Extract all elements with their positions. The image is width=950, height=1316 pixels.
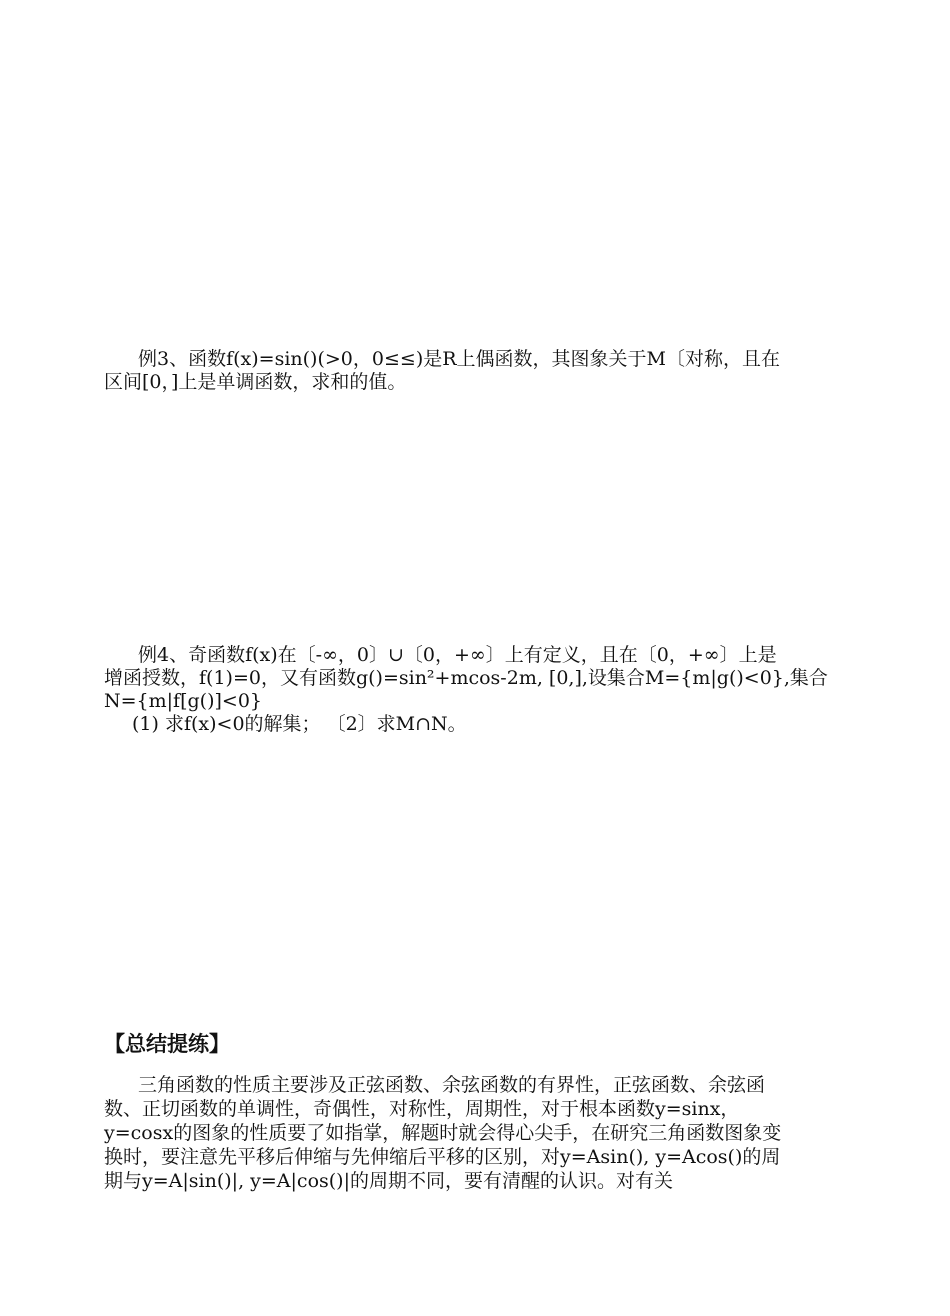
summary-line-2: 数、正切函数的单调性，奇偶性，对称性，周期性，对于根本函数y=sinx， xyxy=(104,1098,740,1120)
example-4-line-3: N={m|f[g()]<0} xyxy=(104,690,262,712)
summary-line-5: 期与y=A|sin()|, y=A|cos()|的周期不同，要有清醒的认识。对有关 xyxy=(104,1170,673,1192)
example-3 xyxy=(104,348,844,394)
summary-heading: 【总结提练】 xyxy=(104,1032,230,1056)
summary-line-3: y=cosx的图象的性质要了如指掌，解题时就会得心尖手，在研究三角函数图象变 xyxy=(104,1122,782,1144)
example-4 xyxy=(104,644,844,736)
example-3-line-1: 例3、函数f(x)=sin()(>0，0≤≤)是R上偶函数，其图象关于M〔对称，且在 xyxy=(138,348,780,370)
summary-line-1: 三角函数的性质主要涉及正弦函数、余弦函数的有界性，正弦函数、余弦函 xyxy=(138,1074,766,1096)
example-3-line-2: 区间[0，]上是单调函数，求和的值。 xyxy=(104,371,407,393)
summary-line-4: 换时，要注意先平移后伸缩与先伸缩后平移的区别，对y=Asin(), y=Acos()的周 xyxy=(104,1146,781,1168)
example-4-line-4: (1) 求f(x)<0的解集； 〔2〕求M∩N。 xyxy=(132,713,467,735)
example-4-line-2: 增函授数，f(1)=0，又有函数g()=sin²+mcos-2m, [0,],设集合M={m|g()<0},集合 xyxy=(104,667,828,689)
summary-paragraph xyxy=(104,1073,844,1193)
example-4-line-1: 例4、奇函数f(x)在〔-∞，0〕∪〔0，+∞〕上有定义，且在〔0，+∞〕上是 xyxy=(138,644,777,666)
